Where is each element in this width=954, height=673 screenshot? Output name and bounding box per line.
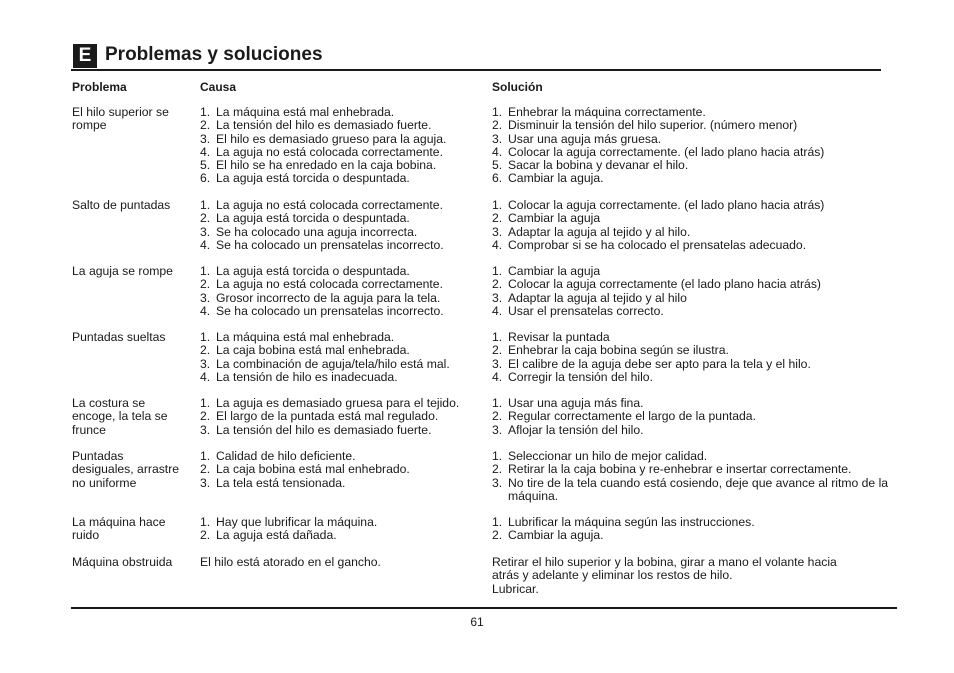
item-text: Cambiar la aguja. [508, 528, 604, 543]
item-number: 2. [492, 277, 503, 292]
solution-cell-item [492, 212, 892, 225]
item-number: 5. [492, 158, 503, 173]
cause-cell [200, 516, 485, 543]
item-text: Colocar la aguja correctamente (el lado plano hacia atrás) [508, 277, 821, 292]
problem-text: no uniforme [72, 475, 137, 490]
cause-cell-item [200, 463, 485, 476]
item-number: 1. [200, 264, 211, 278]
solution-cell-item [492, 106, 892, 119]
item-number: 4. [200, 237, 211, 252]
item-number: 3. [200, 475, 211, 490]
item-text: La máquina está mal enhebrada. [216, 330, 395, 344]
solution-cell-item [492, 226, 892, 239]
item-number: 2. [200, 528, 211, 543]
problem-text: rompe [72, 118, 107, 133]
item-text: Hay que lubrificar la máquina. [216, 515, 378, 529]
item-number: 3. [492, 224, 503, 239]
problem-text: encoge, la tela se [72, 409, 168, 424]
item-text: Retirar la la caja bobina y re-enhebrar e insertar correctamente. [508, 462, 852, 477]
cause-cell-item [200, 331, 485, 344]
solution-cell-item [492, 410, 892, 423]
solution-cell-item [492, 199, 892, 212]
item-number: 1. [492, 515, 503, 529]
item-text: Se ha colocado una aguja incorrecta. [216, 224, 418, 239]
item-text: Usar el prensatelas correcto. [508, 303, 664, 318]
item-number: 3. [200, 290, 211, 305]
cause-cell-item [200, 529, 485, 542]
item-text: Adaptar la aguja al tejido y al hilo [508, 290, 687, 305]
item-number: 2. [200, 118, 211, 133]
solution-text: Retirar el hilo superior y la bobina, girar a mano el volante hacia [492, 555, 837, 569]
solution-cell [492, 556, 892, 596]
cause-cell-item [200, 133, 485, 146]
item-text: El hilo se ha enredado en la caja bobina. [216, 158, 437, 173]
solution-cell-item [492, 172, 892, 185]
problem-cell [72, 450, 194, 490]
problem-text: La máquina hace [72, 515, 166, 529]
item-number: 6. [492, 171, 503, 186]
item-text: La aguja no está colocada correctamente. [216, 144, 443, 159]
cause-cell [200, 199, 485, 252]
problem-text: La aguja se rompe [72, 264, 173, 278]
item-number: 5. [200, 158, 211, 173]
item-number: 4. [200, 144, 211, 159]
solution-cell-item [492, 239, 892, 252]
problem-text: El hilo superior se [72, 105, 169, 119]
item-number: 1. [492, 330, 503, 344]
item-text: La caja bobina está mal enhebrado. [216, 462, 410, 477]
item-number: 1. [200, 330, 211, 344]
item-text: Comprobar si se ha colocado el prensatelas adecuado. [508, 237, 807, 252]
item-number: 4. [492, 144, 503, 159]
solution-cell-item [492, 477, 892, 504]
cause-cell-item [200, 106, 485, 119]
problem-text: frunce [72, 422, 106, 437]
solution-cell [492, 397, 892, 437]
column-header-cause: Causa [200, 80, 237, 94]
item-number: 3. [200, 356, 211, 371]
solution-cell-item [492, 529, 892, 542]
item-text: Se ha colocado un prensatelas incorrecto. [216, 237, 444, 252]
item-number: 1. [200, 105, 211, 119]
item-number: 4. [200, 303, 211, 318]
item-text: El calibre de la aguja debe ser apto para la tela y el hilo. [508, 356, 811, 371]
item-number: 2. [492, 211, 503, 226]
cause-cell-item [200, 265, 485, 278]
cause-cell-item [200, 226, 485, 239]
problem-cell [72, 516, 194, 543]
item-text: Aflojar la tensión del hilo. [508, 422, 644, 437]
item-text: La tensión del hilo es demasiado fuerte. [216, 422, 432, 437]
cause-cell [200, 556, 485, 569]
item-text: Revisar la puntada [508, 330, 610, 344]
solution-cell-item [492, 133, 892, 146]
item-text: Se ha colocado un prensatelas incorrecto. [216, 303, 444, 318]
item-text: Disminuir la tensión del hilo superior. (número menor) [508, 118, 798, 133]
solution-text: Lubricar. [492, 581, 539, 596]
solution-cell [492, 199, 892, 252]
item-number: 2. [492, 343, 503, 358]
item-text: Seleccionar un hilo de mejor calidad. [508, 449, 708, 463]
item-text: Cambiar la aguja [508, 211, 601, 226]
cause-cell-item [200, 212, 485, 225]
page-title: Problemas y soluciones [105, 44, 323, 65]
cause-cell-item [200, 450, 485, 463]
cause-cell-item [200, 344, 485, 357]
cause-cell-item [200, 292, 485, 305]
column-header-problem: Problema [72, 80, 127, 94]
item-text: La máquina está mal enhebrada. [216, 105, 395, 119]
item-text: La aguja está torcida o despuntada. [216, 211, 410, 226]
item-text: La aguja no está colocada correctamente. [216, 198, 443, 212]
item-number: 1. [492, 449, 503, 463]
item-number: 1. [200, 515, 211, 529]
item-number: 1. [492, 396, 503, 410]
cause-cell [200, 397, 485, 437]
cause-cell-item [200, 477, 485, 490]
problem-text: Puntadas sueltas [72, 330, 166, 344]
item-text: La caja bobina está mal enhebrada. [216, 343, 410, 358]
item-number: 3. [200, 224, 211, 239]
item-number: 2. [200, 343, 211, 358]
cause-text: El hilo está atorado en el gancho. [200, 555, 381, 569]
item-number: 1. [200, 396, 211, 410]
item-number: 2. [200, 211, 211, 226]
item-text: La aguja está dañada. [216, 528, 337, 543]
item-number: 1. [492, 105, 503, 119]
cause-cell-item [200, 239, 485, 252]
item-number: 4. [492, 369, 503, 384]
item-number: 3. [492, 290, 503, 305]
solution-cell-item [492, 397, 892, 410]
item-text: La aguja está torcida o despuntada. [216, 171, 410, 186]
item-number: 3. [492, 422, 503, 437]
item-text: La aguja no está colocada correctamente. [216, 277, 443, 292]
item-number: 2. [492, 118, 503, 133]
solution-cell-item [492, 463, 892, 476]
item-number: 3. [492, 475, 503, 490]
item-text: La tensión de hilo es inadecuada. [216, 369, 398, 384]
item-text: La tensión del hilo es demasiado fuerte. [216, 118, 432, 133]
item-text: Corregir la tensión del hilo. [508, 369, 653, 384]
solution-cell-item [492, 371, 892, 384]
problem-cell [72, 106, 194, 133]
item-number: 3. [200, 422, 211, 437]
item-text: Sacar la bobina y devanar el hilo. [508, 158, 689, 173]
problem-cell [72, 397, 194, 437]
cause-cell-item [200, 159, 485, 172]
solution-cell-item [492, 344, 892, 357]
solution-cell-item [492, 358, 892, 371]
item-number: 2. [492, 528, 503, 543]
cause-cell-item [200, 358, 485, 371]
solution-cell-item [492, 424, 892, 437]
item-number: 1. [200, 449, 211, 463]
cause-cell [200, 265, 485, 318]
item-number: 1. [492, 198, 503, 212]
item-text: Lubrificar la máquina según las instrucciones. [508, 515, 755, 529]
cause-cell-item [200, 371, 485, 384]
problem-cell [72, 265, 194, 278]
solution-text: atrás y adelante y eliminar los restos de hilo. [492, 568, 733, 583]
item-text: El largo de la puntada está mal regulado. [216, 409, 439, 424]
item-text: La combinación de aguja/tela/hilo está mal. [216, 356, 450, 371]
cause-cell-item [200, 119, 485, 132]
solution-cell [492, 265, 892, 318]
item-text: El hilo es demasiado grueso para la aguja. [216, 131, 447, 146]
cause-cell-item [200, 199, 485, 212]
item-text: Grosor incorrecto de la aguja para la tela. [216, 290, 441, 305]
item-number: 6. [200, 171, 211, 186]
cause-cell-item [200, 305, 485, 318]
cause-cell [200, 331, 485, 384]
item-number: 2. [492, 409, 503, 424]
item-text: Usar una aguja más gruesa. [508, 131, 662, 146]
solution-cell-item [492, 292, 892, 305]
solution-cell-item [492, 119, 892, 132]
problem-text: Salto de puntadas [72, 198, 171, 212]
item-text: Colocar la aguja correctamente. (el lado plano hacia atrás) [508, 144, 825, 159]
item-text: Cambiar la aguja. [508, 171, 604, 186]
problem-text: desiguales, arrastre [72, 462, 180, 477]
item-number: 4. [492, 303, 503, 318]
solution-cell [492, 516, 892, 543]
cause-cell-item [200, 172, 485, 185]
solution-cell-item [492, 516, 892, 529]
cause-cell-item [200, 278, 485, 291]
cause-cell [200, 450, 485, 490]
item-number: 2. [200, 277, 211, 292]
item-number: 2. [492, 462, 503, 477]
solution-cell-item [492, 278, 892, 291]
item-text: Usar una aguja más fina. [508, 396, 644, 410]
page-number: 61 [470, 615, 484, 629]
solution-cell-item [492, 146, 892, 159]
solution-cell-item [492, 331, 892, 344]
top-divider [71, 69, 881, 71]
item-number: 4. [200, 369, 211, 384]
item-text: Enhebrar la caja bobina según se ilustra. [508, 343, 729, 358]
item-text: Adaptar la aguja al tejido y al hilo. [508, 224, 691, 239]
solution-cell-item [492, 305, 892, 318]
problem-text: Máquina obstruida [72, 555, 173, 569]
item-number: 3. [492, 356, 503, 371]
cause-cell-item [200, 397, 485, 410]
problem-text: Puntadas [72, 449, 124, 463]
solution-cell-item [492, 159, 892, 172]
section-header [73, 42, 881, 70]
item-number: 4. [492, 237, 503, 252]
solution-cell [492, 331, 892, 384]
column-header-solution: Solución [492, 80, 543, 94]
item-number: 1. [200, 198, 211, 212]
section-letter-badge: E [73, 44, 97, 68]
solution-cell [492, 450, 892, 503]
item-number: 1. [492, 264, 503, 278]
item-text: Enhebrar la máquina correctamente. [508, 105, 706, 119]
bottom-divider [71, 607, 897, 609]
item-text: No tire de la tela cuando está cosiendo, deje que avance al ritmo de la máquina. [508, 475, 889, 503]
solution-cell [492, 106, 892, 186]
cause-cell-item [200, 516, 485, 529]
item-number: 2. [200, 409, 211, 424]
problem-text: ruido [72, 528, 100, 543]
solution-cell-item [492, 450, 892, 463]
problem-cell [72, 556, 194, 569]
cause-cell-item [200, 146, 485, 159]
problem-cell [72, 331, 194, 344]
cause-cell [200, 106, 485, 186]
item-text: Calidad de hilo deficiente. [216, 449, 356, 463]
item-text: Cambiar la aguja [508, 264, 601, 278]
solution-cell-item [492, 265, 892, 278]
problem-cell [72, 199, 194, 212]
cause-cell-item [200, 424, 485, 437]
item-text: Colocar la aguja correctamente. (el lado plano hacia atrás) [508, 198, 825, 212]
item-number: 2. [200, 462, 211, 477]
item-number: 3. [200, 131, 211, 146]
cause-cell-item [200, 410, 485, 423]
problem-text: La costura se [72, 396, 146, 410]
item-text: Regular correctamente el largo de la puntada. [508, 409, 756, 424]
item-text: La aguja es demasiado gruesa para el tejido. [216, 396, 460, 410]
item-text: La tela está tensionada. [216, 475, 346, 490]
item-number: 3. [492, 131, 503, 146]
item-text: La aguja está torcida o despuntada. [216, 264, 410, 278]
